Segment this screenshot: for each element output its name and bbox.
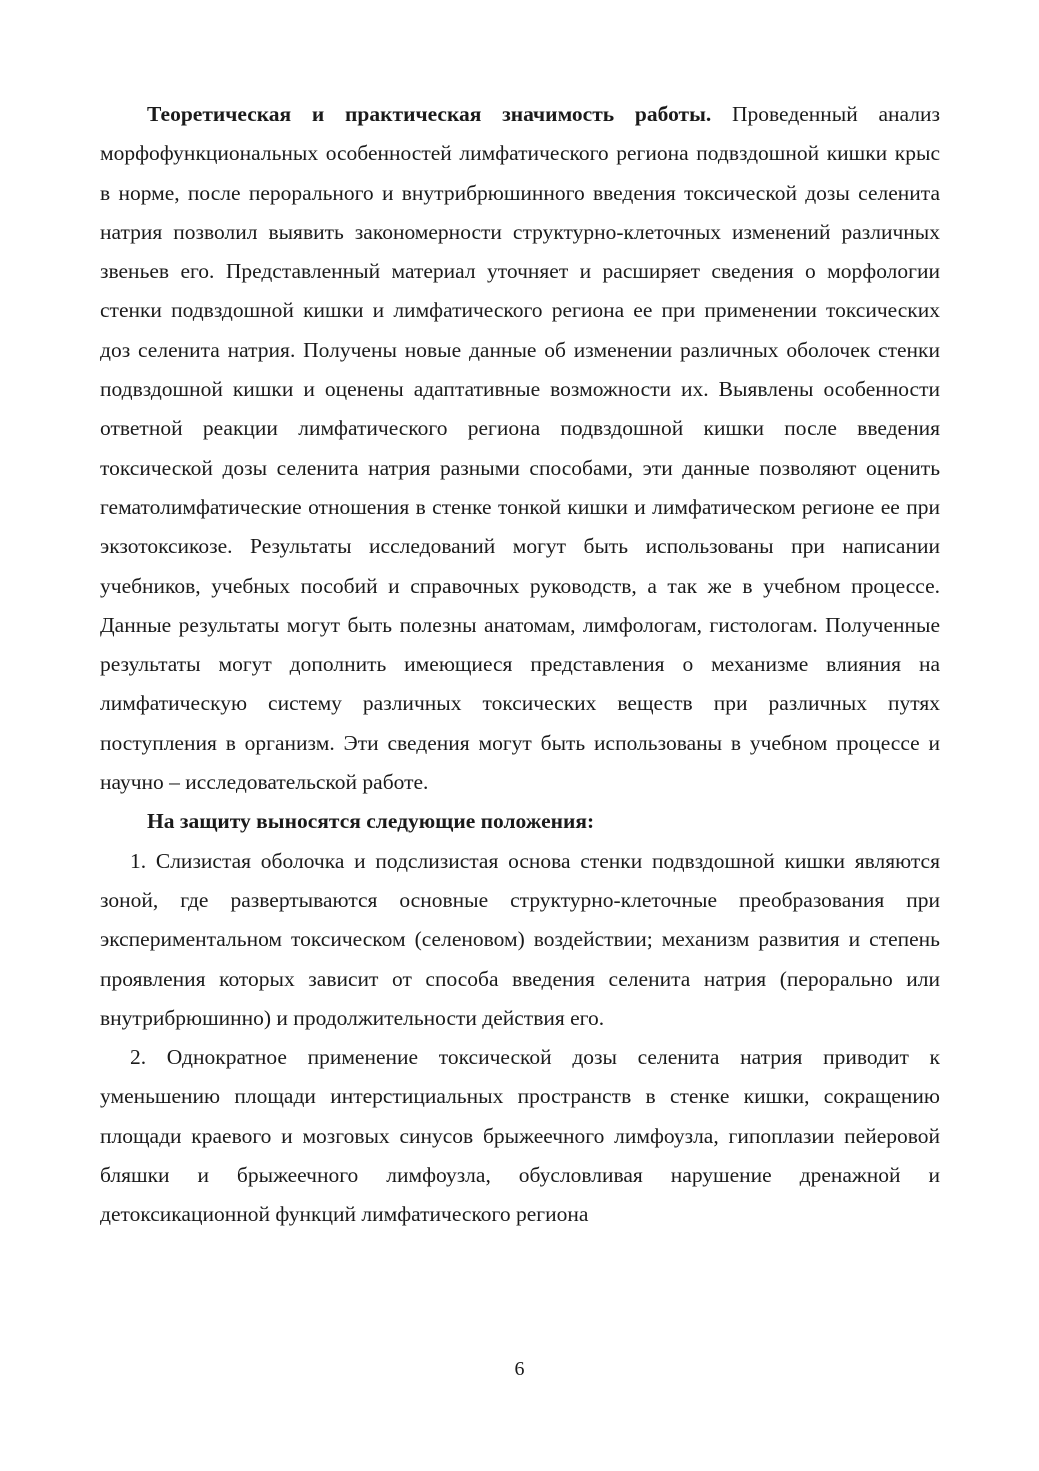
document-page [100,95,940,1235]
significance-body: Проведенный анализ морфофункциональных особенностей лимфатического региона подвздошной кишки крыс в норме, после перорального и внутрибрюшинного введения токсической дозы селенита натрия позволил выявить закономерности структурно-клеточных изменений различных звеньев его. Представленный материал уточняет и расширяет сведения о морфологии стенки подвздошной кишки и лимфатического региона ее при применении токсических доз селенита натрия. Получены новые данные об изменении различных оболочек стенки подвздошной кишки и оценены адаптативные возможности их. Выявлены особенности ответной реакции лимфатического региона подвздошной кишки после введения токсической дозы селенита натрия разными способами, эти данные позволяют оценить гематолимфатические отношения в стенке тонкой кишки и лимфатическом регионе ее при экзотоксикозе. Результаты исследований могут быть использованы при написании учебников, учебных пособий и справочных руководств, а так же в учебном процессе. Данные результаты могут быть полезны анатомам, лимфологам, гистологам. Полученные результаты могут дополнить имеющиеся представления о механизме влияния на лимфатическую систему различных токсических веществ при различных путях поступления в организм. Эти сведения могут быть использованы в учебном процессе и научно – исследовательской работе. [100,102,941,795]
significance-paragraph [100,95,940,802]
page-number: 6 [514,1358,525,1380]
defense-item-1: 1. Слизистая оболочка и подслизистая основа стенки подвздошной кишки являются зоной, где развертываются основные структурно-клеточные преобразования при экспериментальном токсическом (селеновом) воздействии; механизм развития и степень проявления которых зависит от способа введения селенита натрия (перорально или внутрибрюшинно) и продолжительности действия его. [100,848,940,1030]
defense-heading-paragraph [100,802,940,841]
significance-title: Теоретическая и практическая значимость работы. [147,102,712,126]
defense-heading: На защиту выносятся следующие положения: [147,809,595,834]
defense-item-2: 2. Однократное применение токсической дозы селенита натрия приводит к уменьшению площади интерстициальных пространств в стенке кишки, сокращению площади краевого и мозговых синусов брыжеечного лимфоузла, гипоплазии пейеровой бляшки и брыжеечного лимфоузла, обусловливая нарушение дренажной и детоксикационной функций лимфатического региона [100,1045,940,1227]
